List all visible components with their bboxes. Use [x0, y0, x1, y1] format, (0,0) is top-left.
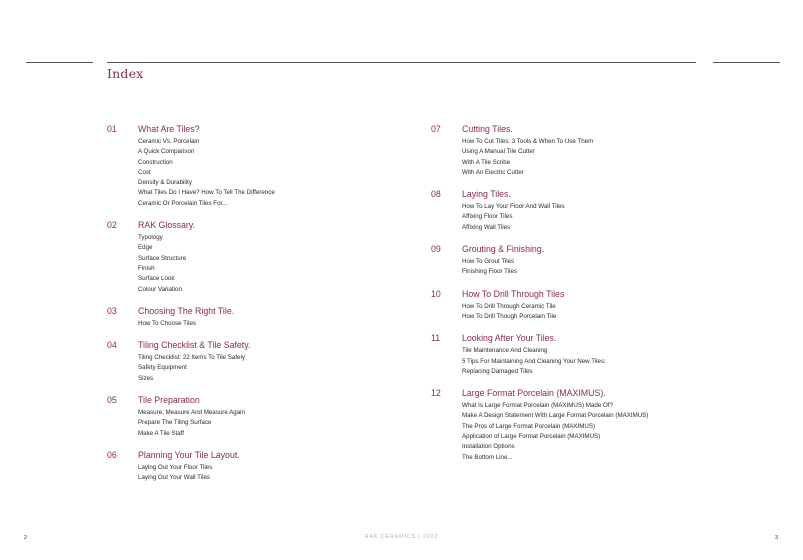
index-column-left — [107, 124, 407, 495]
section-title[interactable]: Tiling Checklist & Tile Safety. — [138, 340, 251, 351]
header-rule-right — [713, 62, 780, 63]
section-item-list — [107, 319, 407, 329]
index-section — [431, 333, 721, 377]
section-item[interactable]: Typology — [138, 234, 163, 242]
section-heading[interactable] — [431, 189, 721, 202]
section-item[interactable]: Edge — [138, 244, 153, 252]
section-title[interactable]: RAK Glossary. — [138, 220, 196, 231]
section-number: 12 — [431, 388, 441, 399]
section-item[interactable]: Prepare The Tiling Surface — [138, 419, 212, 427]
section-item[interactable]: Sizes — [138, 374, 154, 382]
section-item[interactable]: Ceramic Or Porcelain Tiles For... — [138, 199, 228, 207]
page-number-left: 2 — [24, 535, 28, 541]
section-number: 06 — [107, 449, 117, 460]
section-number: 04 — [107, 340, 117, 351]
section-item[interactable]: Make A Tile Staff — [138, 429, 184, 437]
section-item[interactable]: How To Drill Through Ceramic Tile — [462, 302, 556, 310]
section-number: 07 — [431, 124, 441, 134]
index-section — [431, 244, 721, 278]
section-item-list — [431, 401, 721, 463]
section-heading[interactable] — [107, 306, 407, 319]
section-item[interactable]: Tile Maintenance And Cleaning — [462, 347, 548, 355]
index-section — [431, 189, 721, 233]
section-item[interactable]: The Bottom Line... — [462, 453, 513, 461]
section-item[interactable]: Replacing Damaged Tiles — [462, 367, 533, 375]
section-heading[interactable] — [431, 388, 721, 401]
section-item-list — [107, 137, 407, 209]
section-number: 02 — [107, 220, 117, 231]
section-heading[interactable] — [431, 124, 721, 137]
section-title[interactable]: Tile Preparation — [138, 395, 200, 406]
section-item[interactable]: Make A Design Statement With Large Format Porcelain (MAXIMUS) — [462, 412, 649, 420]
section-item[interactable]: Safety Equipment — [138, 364, 187, 372]
section-title[interactable]: Planning Your Tile Layout. — [138, 449, 240, 460]
section-heading[interactable] — [431, 333, 721, 346]
index-section — [107, 220, 407, 295]
section-heading[interactable] — [431, 244, 721, 257]
section-item[interactable]: What Is Large Format Porcelain (MAXIMUS) Made Of? — [462, 402, 613, 410]
section-item-list — [107, 233, 407, 295]
index-section — [431, 289, 721, 323]
index-section — [431, 124, 721, 178]
index-section — [107, 395, 407, 439]
section-title[interactable]: Choosing The Right Tile. — [138, 305, 235, 316]
section-item[interactable]: Measure, Measure And Measure Again — [138, 409, 245, 417]
section-item[interactable]: How To Choose Tiles — [138, 319, 197, 327]
section-item-list — [431, 346, 721, 377]
section-item[interactable]: Surface Structure — [138, 254, 187, 262]
section-item-list — [431, 137, 721, 178]
section-item-list — [107, 408, 407, 439]
section-item[interactable]: How To Grout Tiles — [462, 258, 515, 266]
footer-brand: RAK CERAMICS | 2022 — [364, 534, 439, 540]
section-item[interactable]: Finishing Floor Tiles — [462, 268, 518, 276]
section-item[interactable]: Colour Variation — [138, 285, 182, 293]
section-heading[interactable] — [107, 450, 407, 463]
section-item-list — [431, 302, 721, 323]
index-column-right — [431, 124, 721, 474]
section-item-list — [107, 463, 407, 484]
section-item[interactable]: Surface Look — [138, 275, 175, 283]
section-item[interactable]: Application of Large Format Porcelain (MAXIMUS) — [462, 433, 601, 441]
section-title[interactable]: Grouting & Finishing. — [462, 244, 545, 255]
section-item[interactable]: Installation Options — [462, 443, 515, 451]
index-section — [107, 340, 407, 384]
section-item[interactable]: How To Drill Though Porcelain Tile — [462, 312, 557, 320]
index-section — [107, 124, 407, 209]
section-number: 08 — [431, 189, 441, 200]
index-section — [107, 306, 407, 329]
section-item-list — [107, 353, 407, 384]
header-rule-left — [26, 62, 93, 63]
section-number: 03 — [107, 305, 117, 316]
section-item[interactable]: With An Electric Cutter — [462, 168, 524, 176]
section-number: 09 — [431, 244, 441, 255]
section-item-list — [431, 202, 721, 233]
section-heading[interactable] — [107, 395, 407, 408]
section-number: 11 — [431, 333, 441, 344]
section-item[interactable]: A Quick Comparison — [138, 148, 195, 156]
section-item[interactable]: With A Tile Scribe — [462, 158, 511, 166]
page-number-right: 3 — [775, 535, 779, 541]
section-item[interactable]: Cost — [138, 168, 151, 176]
section-item[interactable]: Using A Manual Tile Cutter — [462, 148, 535, 156]
section-item[interactable]: 5 Tips For Maintaining And Cleaning Your New Tiles: — [462, 357, 606, 365]
section-title[interactable]: Looking After Your Tiles. — [462, 333, 557, 344]
section-item[interactable]: Affixing Wall Tiles — [462, 223, 511, 231]
section-item[interactable]: Finish — [138, 264, 155, 272]
section-heading[interactable] — [107, 340, 407, 353]
section-item[interactable]: Ceramic Vs. Porcelain — [138, 138, 200, 145]
section-title[interactable]: Laying Tiles. — [462, 189, 511, 200]
section-item[interactable]: Laying Out Your Floor Tiles — [138, 463, 213, 471]
section-heading[interactable] — [107, 220, 407, 233]
section-item[interactable]: How To Cut Tiles: 3 Tools & When To Use Them — [462, 138, 594, 145]
index-section — [107, 450, 407, 484]
header-rule-main — [107, 62, 696, 63]
section-title[interactable]: How To Drill Through Tiles — [462, 288, 565, 299]
section-item[interactable]: The Pros of Large Format Porcelain (MAXIMUS) — [462, 422, 596, 430]
section-item[interactable]: Tiling Checklist: 22 Items To Tile Safely — [138, 354, 245, 362]
section-number: 01 — [107, 124, 117, 134]
section-heading[interactable] — [431, 289, 721, 302]
section-item[interactable]: What Tiles Do I Have? How To Tell The Difference — [138, 189, 275, 197]
section-number: 10 — [431, 288, 441, 299]
section-item[interactable]: How To Lay Your Floor And Wall Tiles — [462, 203, 565, 211]
index-title: Index — [107, 66, 144, 81]
section-number: 05 — [107, 395, 117, 406]
section-item[interactable]: Affixing Floor Tiles — [462, 213, 513, 221]
section-item-list — [431, 257, 721, 278]
section-item[interactable]: Laying Out Your Wall Tiles — [138, 474, 210, 482]
section-item[interactable]: Construction — [138, 158, 173, 166]
index-section — [431, 388, 721, 463]
section-item[interactable]: Density & Durability — [138, 179, 192, 187]
section-heading[interactable] — [107, 124, 407, 137]
section-title[interactable]: Large Format Porcelain (MAXIMUS). — [462, 388, 606, 399]
section-title[interactable]: Cutting Tiles. — [462, 124, 513, 134]
section-title[interactable]: What Are Tiles? — [138, 124, 200, 134]
